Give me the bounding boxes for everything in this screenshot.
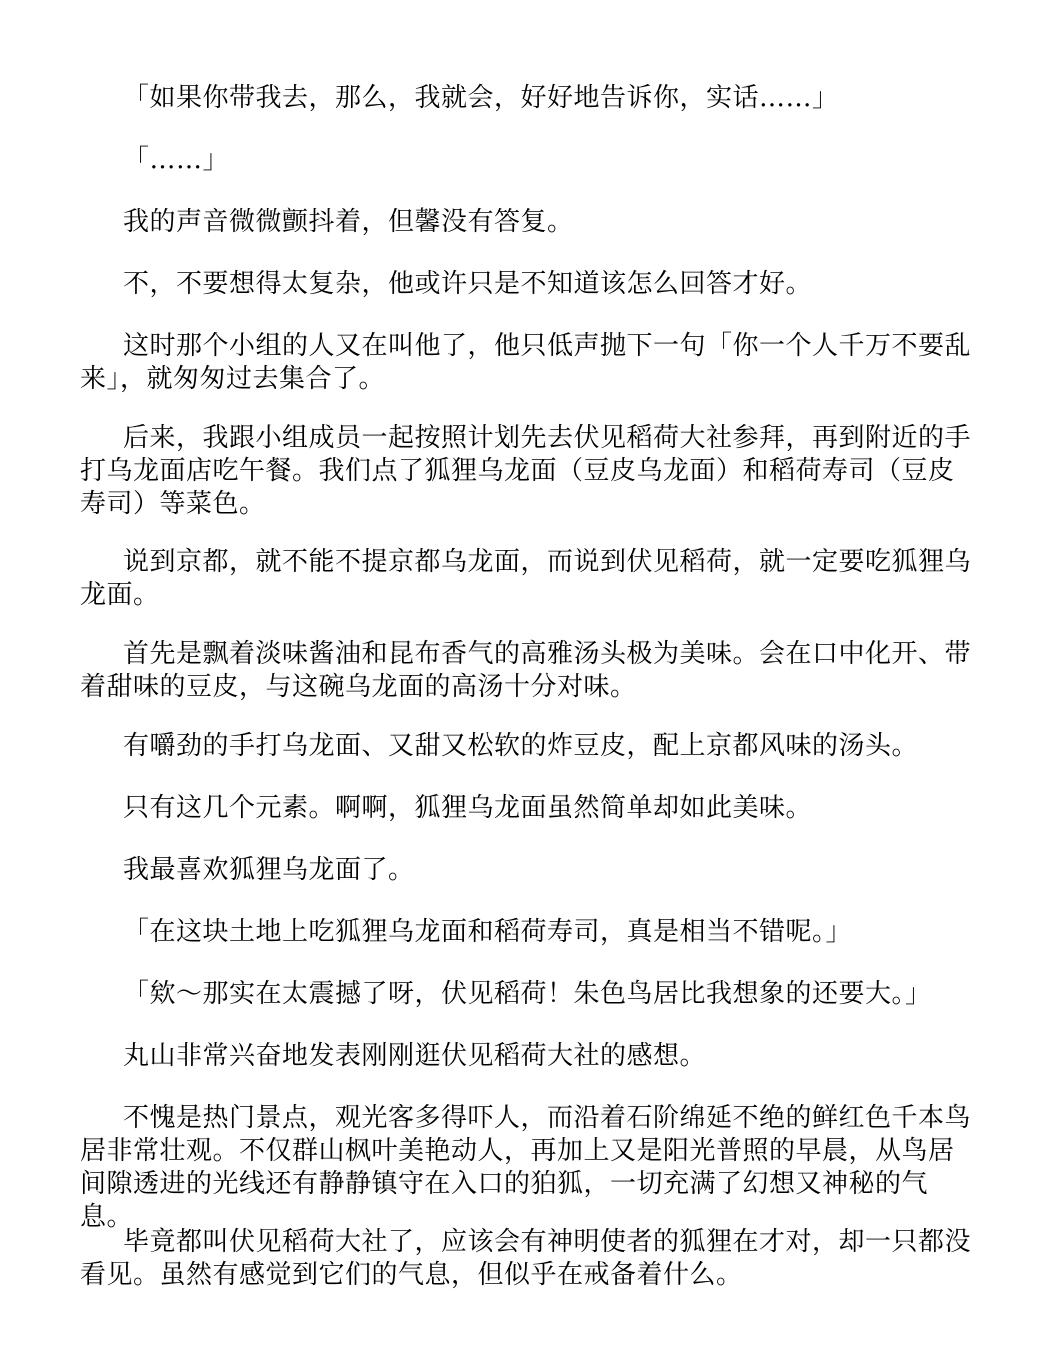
paragraph: 后来，我跟小组成员一起按照计划先去伏见稻荷大社参拜，再到附近的手打乌龙面店吃午餐。我们点了狐狸乌龙面（豆皮乌龙面）和稻荷寿司（豆皮寿司）等菜色。 — [80, 423, 972, 519]
paragraph: 「在这块土地上吃狐狸乌龙面和稻荷寿司，真是相当不错呢。」 — [123, 917, 853, 947]
paragraph: 「……」 — [123, 145, 230, 175]
paragraph: 「如果你带我去，那么，我就会，好好地告诉你，实话……」 — [123, 83, 839, 113]
paragraph: 这时那个小组的人又在叫他了，他只低声抛下一句「你一个人千万不要乱来」，就匆匆过去集合了。 — [80, 331, 972, 394]
paragraph: 我的声音微微颤抖着，但馨没有答复。 — [123, 207, 574, 237]
paragraph: 只有这几个元素。啊啊，狐狸乌龙面虽然简单却如此美味。 — [123, 793, 813, 823]
paragraph: 毕竟都叫伏见稻荷大社了，应该会有神明使者的狐狸在才对，却一只都没看见。虽然有感觉到它们的气息，但似乎在戒备着什么。 — [80, 1227, 972, 1290]
paragraph: 丸山非常兴奋地发表刚刚逛伏见稻荷大社的感想。 — [123, 1041, 707, 1071]
paragraph: 首先是飘着淡味酱油和昆布香气的高雅汤头极为美味。会在口中化开、带着甜味的豆皮，与这碗乌龙面的高汤十分对味。 — [80, 639, 972, 702]
paragraph: 「欸～那实在太震撼了呀，伏见稻荷！朱色鸟居比我想象的还要大。」 — [123, 979, 932, 1009]
paragraph: 有嚼劲的手打乌龙面、又甜又松软的炸豆皮，配上京都风味的汤头。 — [123, 731, 919, 761]
paragraph: 说到京都，就不能不提京都乌龙面，而说到伏见稻荷，就一定要吃狐狸乌龙面。 — [80, 547, 972, 610]
paragraph: 我最喜欢狐狸乌龙面了。 — [123, 855, 415, 885]
paragraph: 不，不要想得太复杂，他或许只是不知道该怎么回答才好。 — [123, 269, 813, 299]
paragraph: 不愧是热门景点，观光客多得吓人，而沿着石阶绵延不绝的鲜红色千本鸟居非常壮观。不仅群山枫叶美艳动人，再加上又是阳光普照的早晨，从鸟居间隙透进的光线还有静静镇守在入口的狛狐，一切充满了幻想又神秘的气息。 — [80, 1103, 972, 1232]
